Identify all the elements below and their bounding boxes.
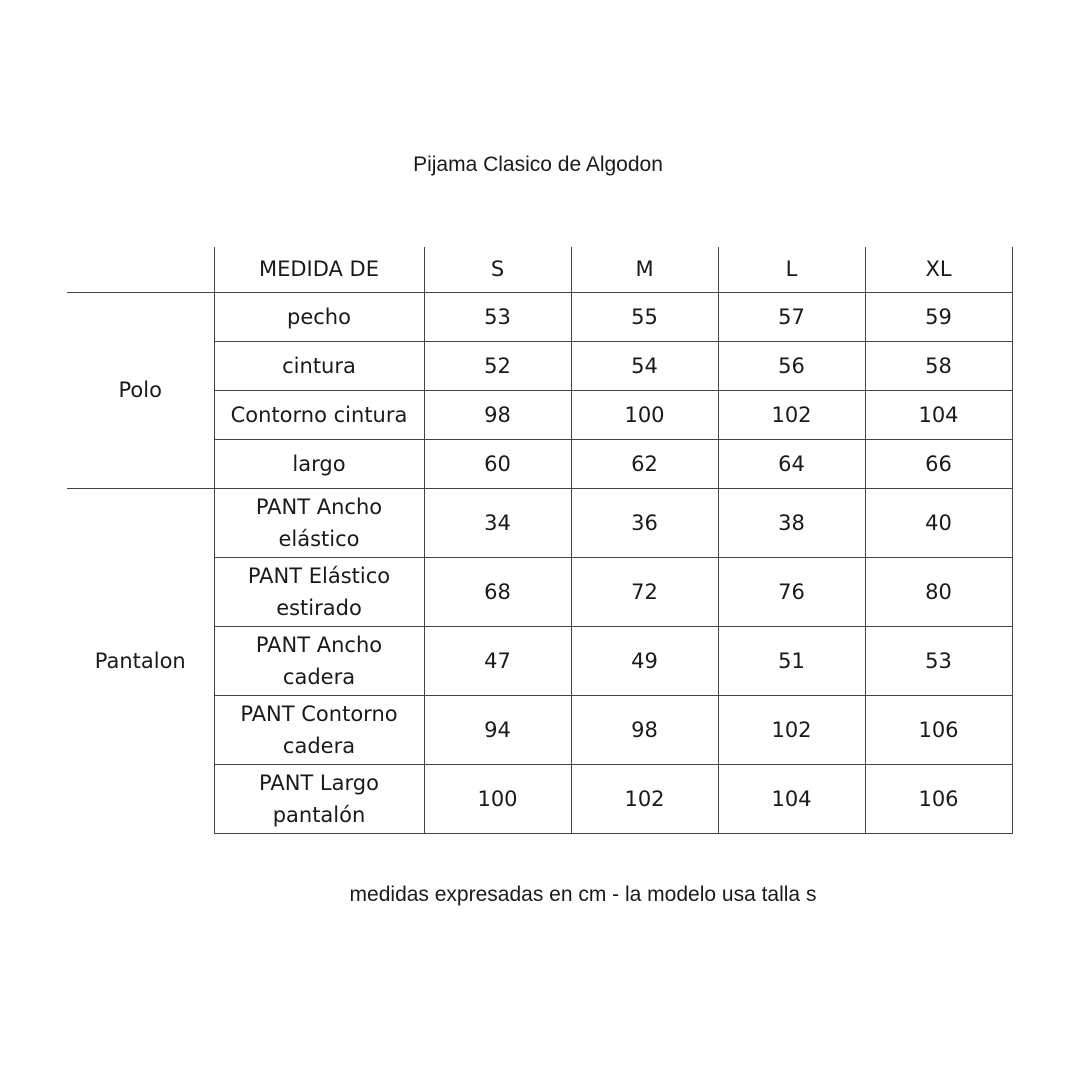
cell-value: 38 (718, 488, 865, 557)
header-size-s: S (424, 247, 571, 292)
cell-value: 104 (865, 390, 1012, 439)
cell-value: 106 (865, 695, 1012, 764)
cell-value: 68 (424, 557, 571, 626)
header-size-m: M (571, 247, 718, 292)
row-label: PANT Ancho elástico (214, 488, 424, 557)
row-label: PANT Elástico estirado (214, 557, 424, 626)
cell-value: 106 (865, 764, 1012, 833)
cell-value: 62 (571, 439, 718, 488)
cell-value: 53 (424, 292, 571, 341)
cell-value: 53 (865, 626, 1012, 695)
row-label: largo (214, 439, 424, 488)
cell-value: 80 (865, 557, 1012, 626)
cell-value: 76 (718, 557, 865, 626)
table-row (67, 488, 1012, 557)
cell-value: 56 (718, 341, 865, 390)
cell-value: 102 (718, 390, 865, 439)
cell-value: 66 (865, 439, 1012, 488)
cell-value: 36 (571, 488, 718, 557)
cell-value: 55 (571, 292, 718, 341)
cell-value: 54 (571, 341, 718, 390)
row-label: PANT Ancho cadera (214, 626, 424, 695)
header-size-l: L (718, 247, 865, 292)
cell-value: 59 (865, 292, 1012, 341)
cell-value: 98 (571, 695, 718, 764)
group-label-polo: Polo (67, 292, 214, 488)
table-header-row (67, 247, 1012, 292)
cell-value: 98 (424, 390, 571, 439)
cell-value: 60 (424, 439, 571, 488)
cell-value: 34 (424, 488, 571, 557)
group-label-pantalon: Pantalon (67, 488, 214, 833)
page-title: Pijama Clasico de Algodon (413, 153, 663, 176)
cell-value: 51 (718, 626, 865, 695)
cell-value: 47 (424, 626, 571, 695)
cell-value: 40 (865, 488, 1012, 557)
row-label: PANT Largo pantalón (214, 764, 424, 833)
cell-value: 49 (571, 626, 718, 695)
cell-value: 64 (718, 439, 865, 488)
cell-value: 52 (424, 341, 571, 390)
cell-value: 94 (424, 695, 571, 764)
cell-value: 100 (571, 390, 718, 439)
row-label: cintura (214, 341, 424, 390)
header-group-cell (67, 247, 214, 292)
cell-value: 58 (865, 341, 1012, 390)
header-measure-cell: MEDIDA DE (214, 247, 424, 292)
row-label: PANT Contorno cadera (214, 695, 424, 764)
row-label: Contorno cintura (214, 390, 424, 439)
cell-value: 57 (718, 292, 865, 341)
cell-value: 102 (571, 764, 718, 833)
cell-value: 100 (424, 764, 571, 833)
cell-value: 102 (718, 695, 865, 764)
footnote: medidas expresadas en cm - la modelo usa talla s (349, 883, 817, 906)
size-chart-table (67, 247, 1013, 834)
table-row (67, 292, 1012, 341)
cell-value: 72 (571, 557, 718, 626)
row-label: pecho (214, 292, 424, 341)
header-size-xl: XL (865, 247, 1012, 292)
cell-value: 104 (718, 764, 865, 833)
